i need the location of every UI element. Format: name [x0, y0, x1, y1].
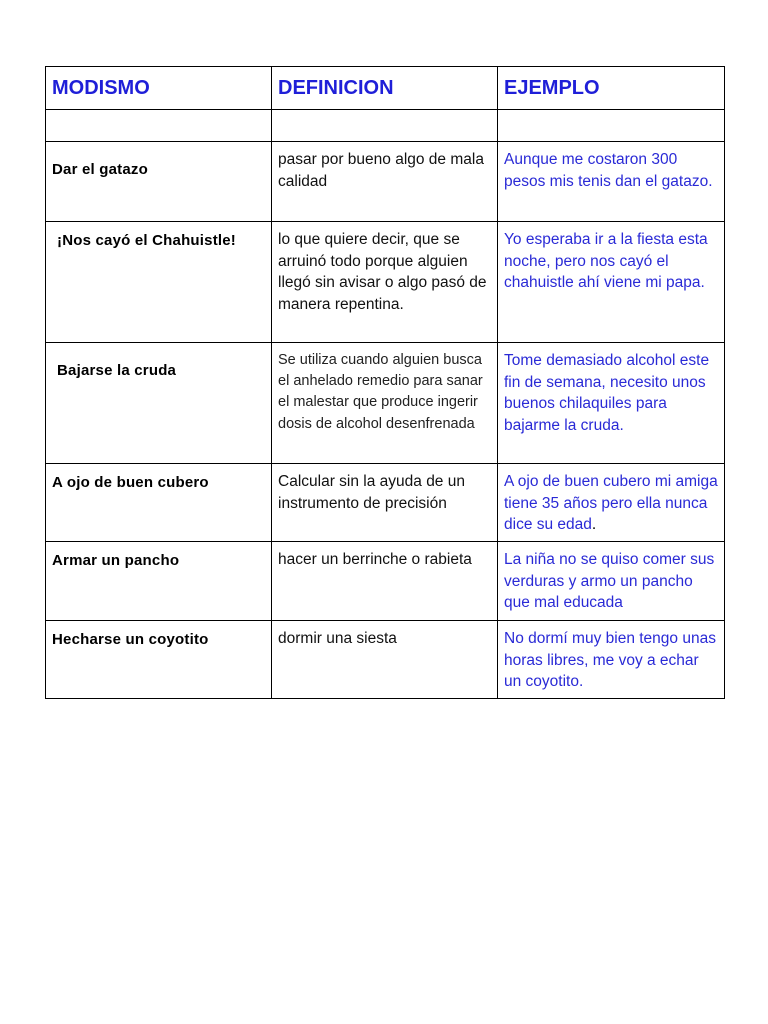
ejemplo-cell	[498, 542, 725, 621]
table-row	[46, 222, 725, 343]
table-row	[46, 343, 725, 464]
empty-cell	[272, 110, 498, 142]
header-cell-definicion	[272, 67, 498, 110]
ejemplo-period: .	[591, 516, 597, 533]
table-row	[46, 542, 725, 621]
modismo-cell	[46, 542, 272, 621]
empty-cell	[46, 110, 272, 142]
table-header-row	[46, 67, 725, 110]
ejemplo-text: A ojo de buen cubero mi amiga tiene 35 años pero ella nunca dice su edad	[504, 473, 718, 533]
modismo-text: ¡Nos cayó el Chahuistle!	[57, 232, 237, 249]
definicion-cell	[272, 464, 498, 542]
header-ejemplo: EJEMPLO	[504, 77, 600, 99]
header-definicion: DEFINICION	[278, 77, 394, 99]
ejemplo-cell	[498, 222, 725, 343]
modismo-text: A ojo de buen cubero	[52, 474, 209, 491]
header-cell-modismo	[46, 67, 272, 110]
modismo-cell	[46, 142, 272, 222]
header-cell-ejemplo	[498, 67, 725, 110]
empty-row	[46, 110, 725, 142]
ejemplo-cell	[498, 142, 725, 222]
definicion-text: pasar por bueno algo de mala calidad	[278, 151, 484, 190]
definicion-text: Se utiliza cuando alguien busca el anhelado remedio para sanar el malestar que produce ingerir dosis de alcohol desenfrenada	[278, 352, 483, 432]
definicion-cell	[272, 222, 498, 343]
ejemplo-text: Aunque me costaron 300 pesos mis tenis dan el gatazo.	[504, 151, 713, 190]
definicion-text: dormir una siesta	[278, 630, 397, 647]
definicion-text: lo que quiere decir, que se arruinó todo porque alguien llegó sin avisar o algo pasó de manera repentina.	[278, 231, 487, 313]
modismo-text: Bajarse la cruda	[57, 362, 177, 379]
table-row	[46, 464, 725, 542]
modismos-table	[45, 66, 725, 699]
header-modismo: MODISMO	[52, 77, 150, 99]
definicion-cell	[272, 142, 498, 222]
ejemplo-wrapper	[498, 464, 724, 536]
definicion-text: hacer un berrinche o rabieta	[278, 551, 472, 568]
ejemplo-text: Yo esperaba ir a la fiesta esta noche, pero nos cayó el chahuistle ahí viene mi papa.	[504, 231, 708, 291]
ejemplo-text: Tome demasiado alcohol este fin de semana, necesito unos buenos chilaquiles para bajarme la cruda.	[504, 352, 710, 434]
ejemplo-text: No dormí muy bien tengo unas horas libres, me voy a echar un coyotito.	[504, 630, 716, 690]
ejemplo-text: La niña no se quiso comer sus verduras y armo un pancho que mal educada	[504, 551, 715, 611]
modismo-cell	[46, 343, 272, 464]
ejemplo-cell	[498, 343, 725, 464]
definicion-cell	[272, 343, 498, 464]
modismo-text: Armar un pancho	[52, 552, 180, 569]
empty-cell	[498, 110, 725, 142]
modismo-cell	[46, 464, 272, 542]
table-row	[46, 142, 725, 222]
ejemplo-cell	[498, 621, 725, 699]
modismo-cell	[46, 621, 272, 699]
definicion-cell	[272, 542, 498, 621]
definicion-cell	[272, 621, 498, 699]
table-row	[46, 621, 725, 699]
definicion-text: Calcular sin la ayuda de un instrumento de precisión	[278, 473, 465, 512]
modismo-text: Dar el gatazo	[52, 161, 148, 178]
modismo-text: Hecharse un coyotito	[52, 631, 209, 648]
modismo-cell	[46, 222, 272, 343]
ejemplo-cell	[498, 464, 725, 542]
